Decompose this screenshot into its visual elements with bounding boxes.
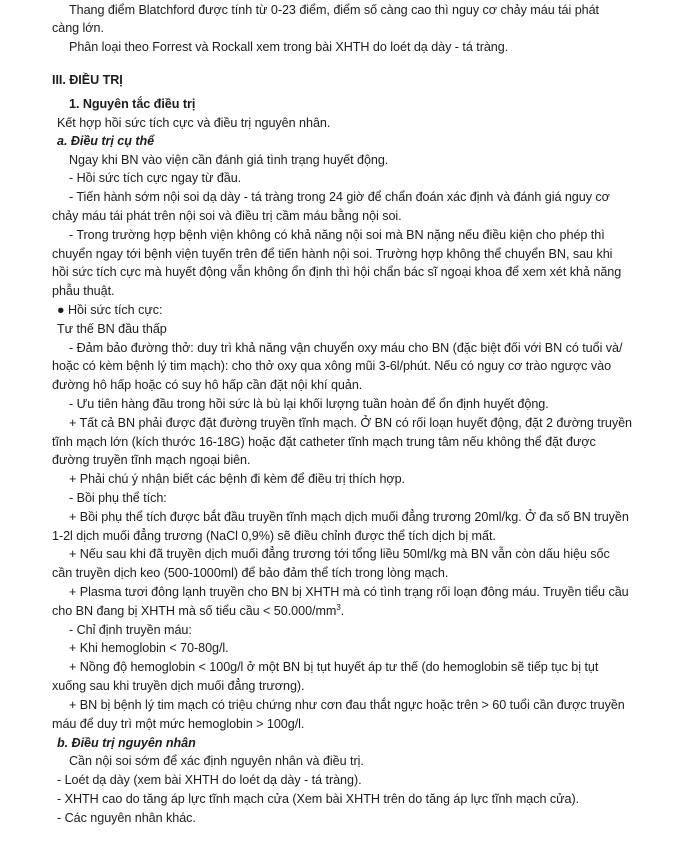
text-line: càng lớn. xyxy=(52,21,104,35)
text-line: - Chỉ định truyền máu: xyxy=(69,623,192,637)
text-line: Ngay khi BN vào viện cần đánh giá tình trạng huyết động. xyxy=(69,153,389,167)
text-line: Cần nội soi sớm để xác định nguyên nhân và điều trị. xyxy=(69,754,364,768)
text-line: Tư thế BN đầu thấp xyxy=(57,322,167,336)
text-line: đường truyền tĩnh mạch ngoại biên. xyxy=(52,453,251,467)
text-line: đường hô hấp hoặc có suy hô hấp cần đặt nội khí quản. xyxy=(52,378,363,392)
text-line: tĩnh mạch lớn (kích thước 16-18G) hoặc đặt catheter tĩnh mạch trung tâm nếu không thể đặt được xyxy=(52,435,596,449)
text-line: cần truyền dịch keo (500-1000ml) để bảo đảm thể tích trong lòng mạch. xyxy=(52,566,449,580)
text-line: Thang điểm Blatchford được tính từ 0-23 điểm, điểm số càng cao thì nguy cơ chảy máu tái phát xyxy=(69,3,600,17)
bullet-line: ● Hồi sức tích cực: xyxy=(57,303,163,317)
text-line: - Ưu tiên hàng đầu trong hồi sức là bù lại khối lượng tuần hoàn để ổn định huyết động. xyxy=(69,397,549,411)
text-line: + BN bị bệnh lý tim mạch có triệu chứng như cơn đau thắt ngực hoặc trên > 60 tuổi cần được truyền xyxy=(69,698,625,712)
text-line: + Nồng độ hemoglobin < 100g/l ở một BN bị tụt huyết áp tư thế (do hemoglobin sẽ tiếp tục bị tụt xyxy=(69,660,599,674)
text-line: - Loét dạ dày (xem bài XHTH do loét dạ dày - tá tràng). xyxy=(57,773,362,787)
text-line: máu để duy trì một mức hemoglobin > 100g/l. xyxy=(52,717,305,731)
text-line: Phân loại theo Forrest và Rockall xem trong bài XHTH do loét dạ dày - tá tràng. xyxy=(69,40,509,54)
text-line: + Khi hemoglobin < 70-80g/l. xyxy=(69,641,229,655)
text-line: + Phải chú ý nhận biết các bệnh đi kèm để điều trị thích hợp. xyxy=(69,472,406,486)
subsection-heading: 1. Nguyên tắc điều trị xyxy=(69,97,196,111)
text-line: - Tiến hành sớm nội soi dạ dày - tá tràng trong 24 giờ để chẩn đoán xác định và đánh giá nguy cơ xyxy=(69,190,610,204)
text-line: + Plasma tươi đông lạnh truyền cho BN bị XHTH mà có tình trạng rối loạn đông máu. Truyền tiểu cầu xyxy=(69,585,629,599)
superscript: 3 xyxy=(336,603,341,612)
section-heading: III. ĐIỀU TRỊ xyxy=(52,73,123,87)
text-line: phẫu thuật. xyxy=(52,284,115,298)
text-segment: . xyxy=(340,604,345,618)
text-line: chuyển ngay tới bệnh viện tuyến trên để tiến hành nội soi. Trường hợp không thể chuyển BN, sau khi xyxy=(52,247,613,261)
text-line: Kết hợp hồi sức tích cực và điều trị nguyên nhân. xyxy=(57,116,331,130)
text-line: xuống sau khi truyền dịch muối đẳng trương). xyxy=(52,679,305,693)
text-line: + Bồi phụ thể tích được bắt đầu truyền tĩnh mạch dịch muối đẳng trương 20ml/kg. Ở đa số BN truyền xyxy=(69,510,629,524)
text-line: - Bồi phụ thể tích: xyxy=(69,491,167,505)
text-line: 1-2l dịch muối đẳng trương (NaCl 0,9%) sẽ điều chỉnh được thể tích dịch bị mất. xyxy=(52,529,496,543)
subsubsection-heading: b. Điều trị nguyên nhân xyxy=(57,736,196,750)
text-line: + Tất cả BN phải được đặt đường truyền tĩnh mạch. Ở BN có rối loạn huyết động, đặt 2 đường truyền xyxy=(69,416,632,430)
text-line: - Các nguyên nhân khác. xyxy=(57,811,196,825)
text-line: chảy máu tái phát trên nội soi và điều trị cầm máu bằng nội soi. xyxy=(52,209,402,223)
text-line: hoặc có kèm bệnh lý tim mạch): cho thở oxy qua xông mũi 3-6l/phút. Nếu có nguy cơ trào ngược vào xyxy=(52,359,612,373)
text-line: - Đảm bảo đường thở: duy trì khả năng vận chuyển oxy máu cho BN (đặc biệt đối với BN có tuổi và/ xyxy=(69,341,623,355)
text-line: - Trong trường hợp bệnh viện không có khả năng nội soi mà BN nặng nếu điều kiện cho phép thì xyxy=(69,228,605,242)
text-line-with-superscript xyxy=(52,603,344,620)
subsubsection-heading: a. Điều trị cụ thể xyxy=(57,134,155,148)
text-line: hồi sức tích cực mà huyết động vẫn không ổn định thì hội chẩn bác sĩ ngoại khoa để xem xét khả năng xyxy=(52,265,622,279)
text-segment: cho BN đang bị XHTH mà số tiểu cầu < 50.000/mm xyxy=(52,604,337,618)
text-line: - XHTH cao do tăng áp lực tĩnh mạch cửa (Xem bài XHTH trên do tăng áp lực tĩnh mạch cửa). xyxy=(57,792,580,806)
text-line: - Hồi sức tích cực ngay từ đầu. xyxy=(69,171,242,185)
text-line: + Nếu sau khi đã truyền dịch muối đẳng trương tới tổng liều 50ml/kg mà BN vẫn còn dấu hiệu sốc xyxy=(69,547,610,561)
